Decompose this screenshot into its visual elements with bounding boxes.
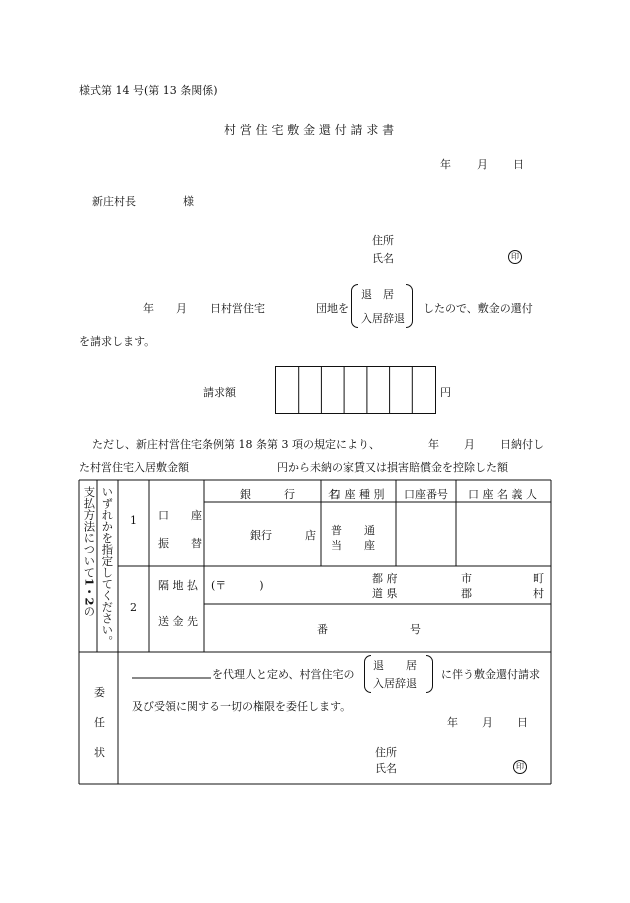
proxy-seal-icon: 印 (513, 760, 527, 774)
proxy-year: 年 (447, 716, 458, 729)
option2-village: 村 (533, 587, 544, 600)
body-month: 月 (176, 302, 187, 315)
proxy-label-1: 委 (94, 686, 105, 699)
option1-bank: 銀行 (250, 529, 272, 542)
addressee-name: 新庄村長 (92, 195, 136, 208)
option2-postal: (〒 ) (211, 579, 264, 592)
addressee-honorific: 様 (183, 195, 194, 208)
proviso-suffix: 日納付し (500, 438, 544, 451)
body-day-housing: 日村営住宅 (210, 302, 265, 315)
body-option-move-out: 退 居 (361, 288, 394, 301)
option2-county: 郡 (461, 587, 472, 600)
form-number: 様式第 14 号(第 13 条関係) (79, 84, 218, 97)
option2-go: 号 (410, 623, 421, 636)
body-line2: を請求します。 (79, 335, 156, 348)
proviso-month: 月 (464, 438, 475, 451)
proxy-option-move-out: 退 居 (373, 659, 417, 672)
applicant-address-label: 住所 (372, 234, 394, 247)
header-account-type: 口 座 種 別 (330, 488, 385, 501)
proviso-year: 年 (428, 438, 439, 451)
proxy-line1b: に伴う敷金還付請求 (441, 668, 540, 681)
option2-number: 2 (130, 601, 137, 614)
header-bank: 銀 行 名 (240, 488, 339, 501)
body-estate: 団地を (316, 302, 349, 315)
option1-type-current: 当 座 (331, 539, 375, 552)
option1-label-b: 振 替 (158, 537, 202, 550)
proxy-bracket-right (426, 655, 433, 693)
proxy-line2: 及び受領に関する一切の権限を委任します。 (132, 700, 352, 713)
proxy-label-3: 状 (94, 746, 105, 759)
option2-label-b: 送 金 先 (158, 615, 198, 628)
applicant-name-label: 氏名 (372, 252, 394, 265)
amount-unit: 円 (440, 386, 451, 399)
date-month: 月 (477, 158, 488, 171)
date-day: 日 (513, 158, 524, 171)
seal-icon: 印 (508, 250, 522, 264)
option2-city: 市 (461, 572, 472, 585)
proviso-line2a: た村営住宅入居敷金額 (79, 461, 189, 474)
body-year: 年 (143, 302, 154, 315)
proxy-name-blank (132, 676, 212, 680)
option2-pref-b: 道 県 (372, 587, 398, 600)
page-title: 村 営 住 宅 敷 金 還 付 請 求 書 (224, 123, 395, 137)
proxy-day: 日 (517, 716, 528, 729)
option2-town: 町 (533, 572, 544, 585)
body-tail: したので、敷金の還付 (423, 302, 533, 315)
option1-label-a: 口 座 (158, 509, 202, 522)
option2-pref-a: 都 府 (372, 572, 398, 585)
proxy-address-label: 住所 (375, 746, 397, 759)
header-account-holder: 口 座 名 義 人 (468, 488, 537, 501)
proxy-line1a: を代理人と定め、村営住宅の (212, 668, 355, 681)
proviso-line2b: 円から未納の家賃又は損害賠償金を控除した額 (277, 461, 508, 474)
proxy-month: 月 (482, 716, 493, 729)
option2-label-a: 隔 地 払 (158, 579, 198, 592)
proxy-label-2: 任 (94, 716, 105, 729)
proxy-name-label: 氏名 (375, 762, 397, 775)
option1-branch: 店 (305, 529, 316, 542)
body-option-decline: 入居辞退 (361, 312, 405, 325)
proviso-line1: ただし、新庄村営住宅条例第 18 条第 3 項の規定により、 (92, 438, 380, 451)
proxy-bracket-left (364, 655, 371, 693)
proxy-option-decline: 入居辞退 (373, 677, 417, 690)
option1-number: 1 (130, 514, 137, 527)
amount-label: 請求額 (203, 386, 236, 399)
header-account-number: 口座番号 (404, 488, 448, 501)
payment-side-label-1: 支払方法について1・2の (82, 486, 97, 618)
option2-banchi: 番 (317, 623, 328, 636)
option1-type-ordinary: 普 通 (331, 524, 375, 537)
date-year: 年 (440, 158, 451, 171)
payment-side-label-2: いずれかを指定してください。 (100, 486, 115, 647)
